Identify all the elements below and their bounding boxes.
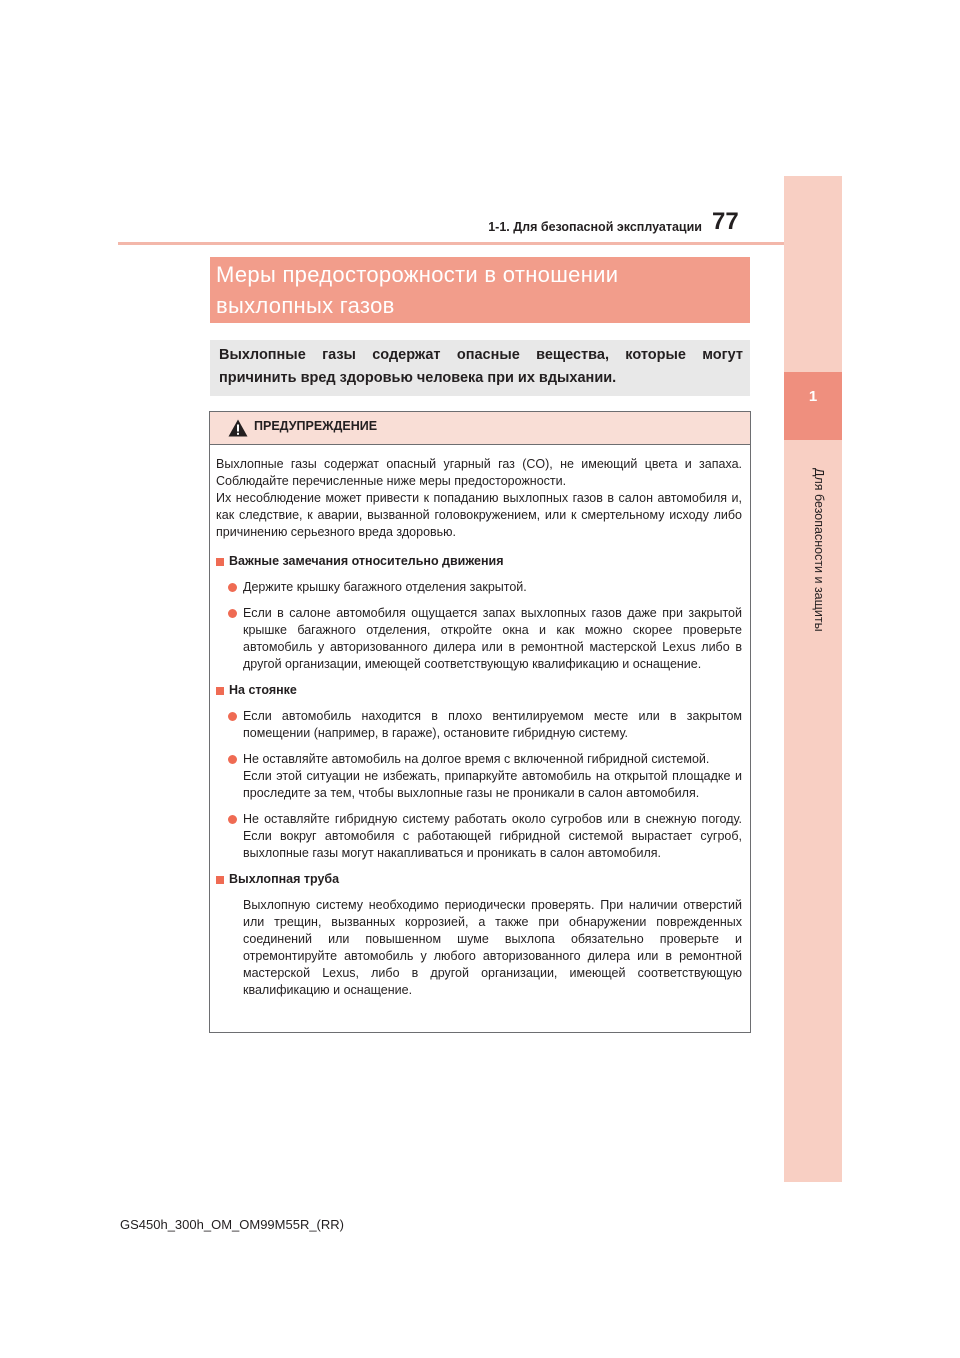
warning-triangle-icon (228, 419, 248, 437)
section-heading-driving (216, 553, 742, 570)
warning-heading: ПРЕДУПРЕЖДЕНИЕ (254, 419, 378, 433)
warning-intro (216, 456, 742, 541)
header-divider (118, 242, 784, 245)
section-heading-exhaust-pipe (216, 871, 742, 888)
section-title: 1-1. Для безопасной эксплуатации (488, 220, 702, 234)
list-item-text: Если автомобиль находится в плохо вентилируемом месте или в закрытом помещении (например, в гараже), остановите гибридную систему. (243, 709, 742, 740)
warning-intro-2: Их несоблюдение может привести к попаданию выхлопных газов в салон автомобиля и, как следствие, к аварии, вызванной головокружением, или к смертельному исходу либо причинению серьезного вреда здоровью. (216, 491, 742, 539)
square-bullet-icon (216, 687, 224, 695)
list-item (216, 605, 742, 673)
warning-intro-1: Выхлопные газы содержат опасный угарный газ (CO), не имеющий цвета и запаха. Соблюдайте перечисленные ниже меры предосторожности. (216, 457, 742, 488)
warning-content (216, 456, 742, 1008)
page-number: 77 (712, 208, 739, 235)
section-paragraph-text: Выхлопную систему необходимо периодически проверять. При наличии отверстий или трещин, вызванных коррозией, а также при обнаружении поврежденных соединений или повышенном шуме выхлопа обязательно проверьте и отремонтируйте автомобиль у любого авторизованного дилера или в ремонтной мастерской Lexus, либо в другой организации, имеющей соответствующую квалификацию и оснащение. (243, 898, 742, 997)
circle-bullet-icon (228, 815, 237, 824)
square-bullet-icon (216, 876, 224, 884)
list-item (216, 579, 742, 596)
circle-bullet-icon (228, 609, 237, 618)
section-paragraph (216, 897, 742, 999)
list-item-text: Не оставляйте автомобиль на долгое время с включенной гибридной системой. (243, 752, 710, 766)
section-heading-text: На стоянке (229, 683, 297, 697)
chapter-label: Для безопасности и защиты (812, 468, 826, 632)
list-item-text: Держите крышку багажного отделения закрытой. (243, 580, 527, 594)
page-title (216, 259, 746, 321)
chapter-number: 1 (808, 388, 818, 405)
summary-text: Выхлопные газы содержат опасные вещества, которые могут причинить вред здоровью человека при их вдыхании. (219, 347, 743, 386)
list-item (216, 708, 742, 742)
circle-bullet-icon (228, 712, 237, 721)
list-item-text-continued: Если этой ситуации не избежать, припаркуйте автомобиль на открытой площадке и проследите за тем, чтобы выхлопные газы не проникали в салон автомобиля. (243, 769, 742, 800)
section-heading-text: Важные замечания относительно движения (229, 554, 504, 568)
square-bullet-icon (216, 558, 224, 566)
manual-code: GS450h_300h_OM_OM99M55R_(RR) (120, 1217, 344, 1232)
circle-bullet-icon (228, 755, 237, 764)
list-item-text: Если в салоне автомобиля ощущается запах выхлопных газов даже при закрытой крышке багажного отделения, откройте окна и как можно скорее проверьте автомобиль у авторизованного дилера или в ремонтной мастерской Lexus либо в другой организации, имеющей соответствующую квалификацию и оснащение. (243, 606, 742, 671)
page-title-line1: Меры предосторожности в отношении (216, 262, 619, 287)
chapter-tab (784, 372, 842, 440)
circle-bullet-icon (228, 583, 237, 592)
section-heading-parking (216, 682, 742, 699)
list-item (216, 751, 742, 802)
section-heading-text: Выхлопная труба (229, 872, 340, 886)
list-item-text: Не оставляйте гибридную систему работать около сугробов или в снежную погоду. Если вокруг автомобиля с работающей гибридной системой вырастает сугроб, выхлопные газы могут накапливаться и проникать в салон автомобиля. (243, 812, 742, 860)
page-title-line2: выхлопных газов (216, 293, 395, 318)
list-item (216, 811, 742, 862)
